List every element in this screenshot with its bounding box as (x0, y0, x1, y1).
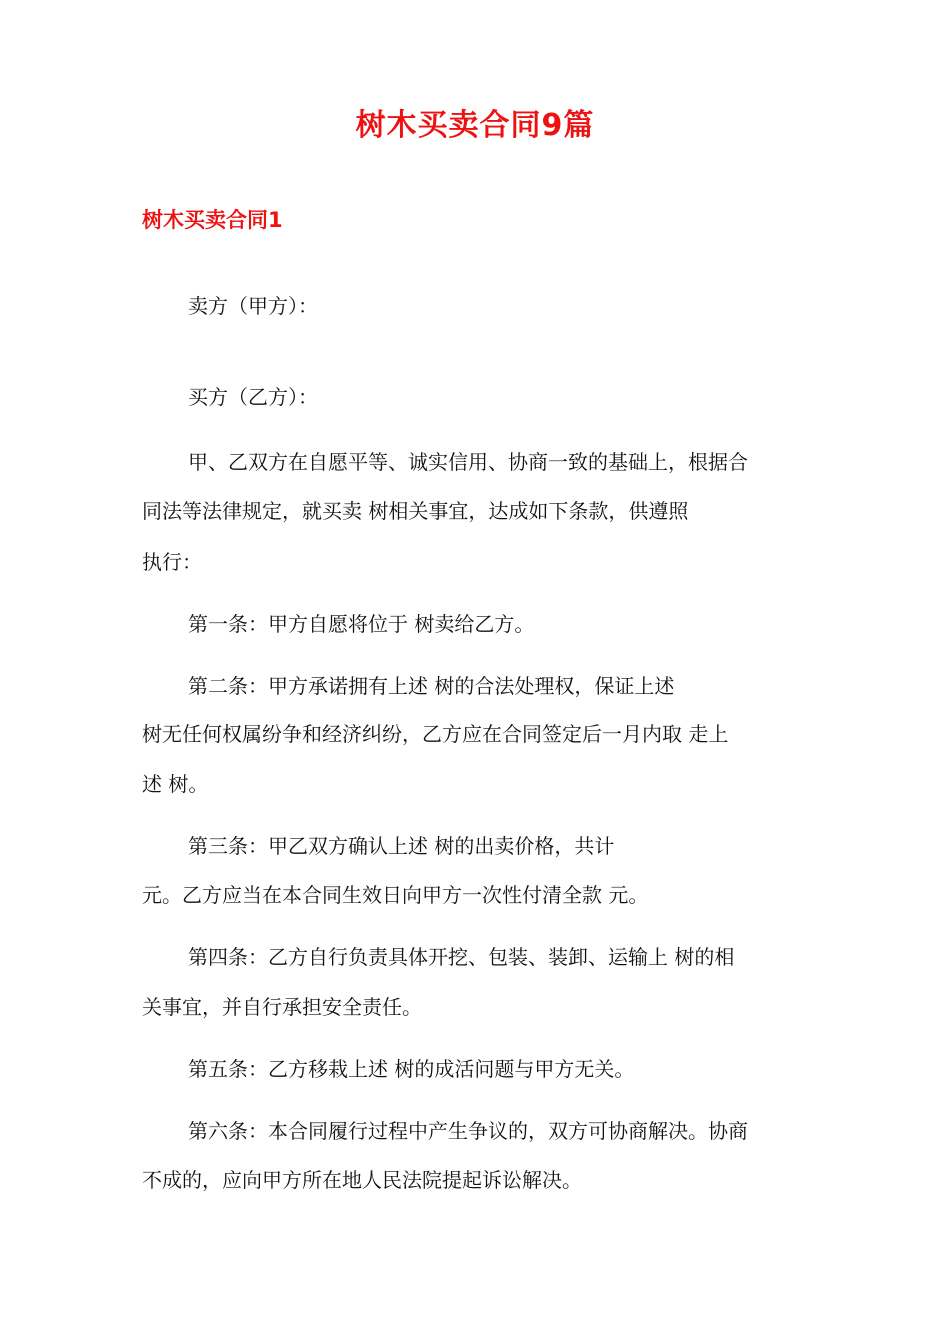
clause-line: 第六条：本合同履行过程中产生争议的，双方可协商解决。协商 (188, 1119, 748, 1143)
paragraph-line: 同法等法律规定，就买卖 树相关事宜，达成如下条款，供遵照 (142, 499, 689, 523)
buyer-line: 买方（乙方）： (188, 385, 318, 409)
clause-line: 述 树。 (142, 772, 209, 796)
seller-line: 卖方（甲方）： (188, 294, 318, 318)
paragraph-line: 执行： (142, 550, 202, 574)
clause-line: 不成的，应向甲方所在地人民法院提起诉讼解决。 (142, 1168, 582, 1192)
clause-line: 第一条：甲方自愿将位于 树卖给乙方。 (188, 612, 535, 636)
clause-line: 元。乙方应当在本合同生效日向甲方一次性付清全款 元。 (142, 883, 649, 907)
clause-line: 第三条：甲乙双方确认上述 树的出卖价格，共计 (188, 834, 615, 858)
clause-line: 关事宜，并自行承担安全责任。 (142, 995, 422, 1019)
clause-line: 第二条：甲方承诺拥有上述 树的合法处理权，保证上述 (188, 674, 675, 698)
paragraph-line: 甲、乙双方在自愿平等、诚实信用、协商一致的基础上，根据合 (188, 450, 748, 474)
clause-line: 第五条：乙方移栽上述 树的成活问题与甲方无关。 (188, 1057, 635, 1081)
section-title: 树木买卖合同1 (142, 208, 283, 232)
clause-line: 第四条：乙方自行负责具体开挖、包装、装卸、运输上 树的相 (188, 945, 735, 969)
document-title: 树木买卖合同9篇 (355, 108, 595, 143)
clause-line: 树无任何权属纷争和经济纠纷，乙方应在合同签定后一月内取 走上 (142, 722, 729, 746)
